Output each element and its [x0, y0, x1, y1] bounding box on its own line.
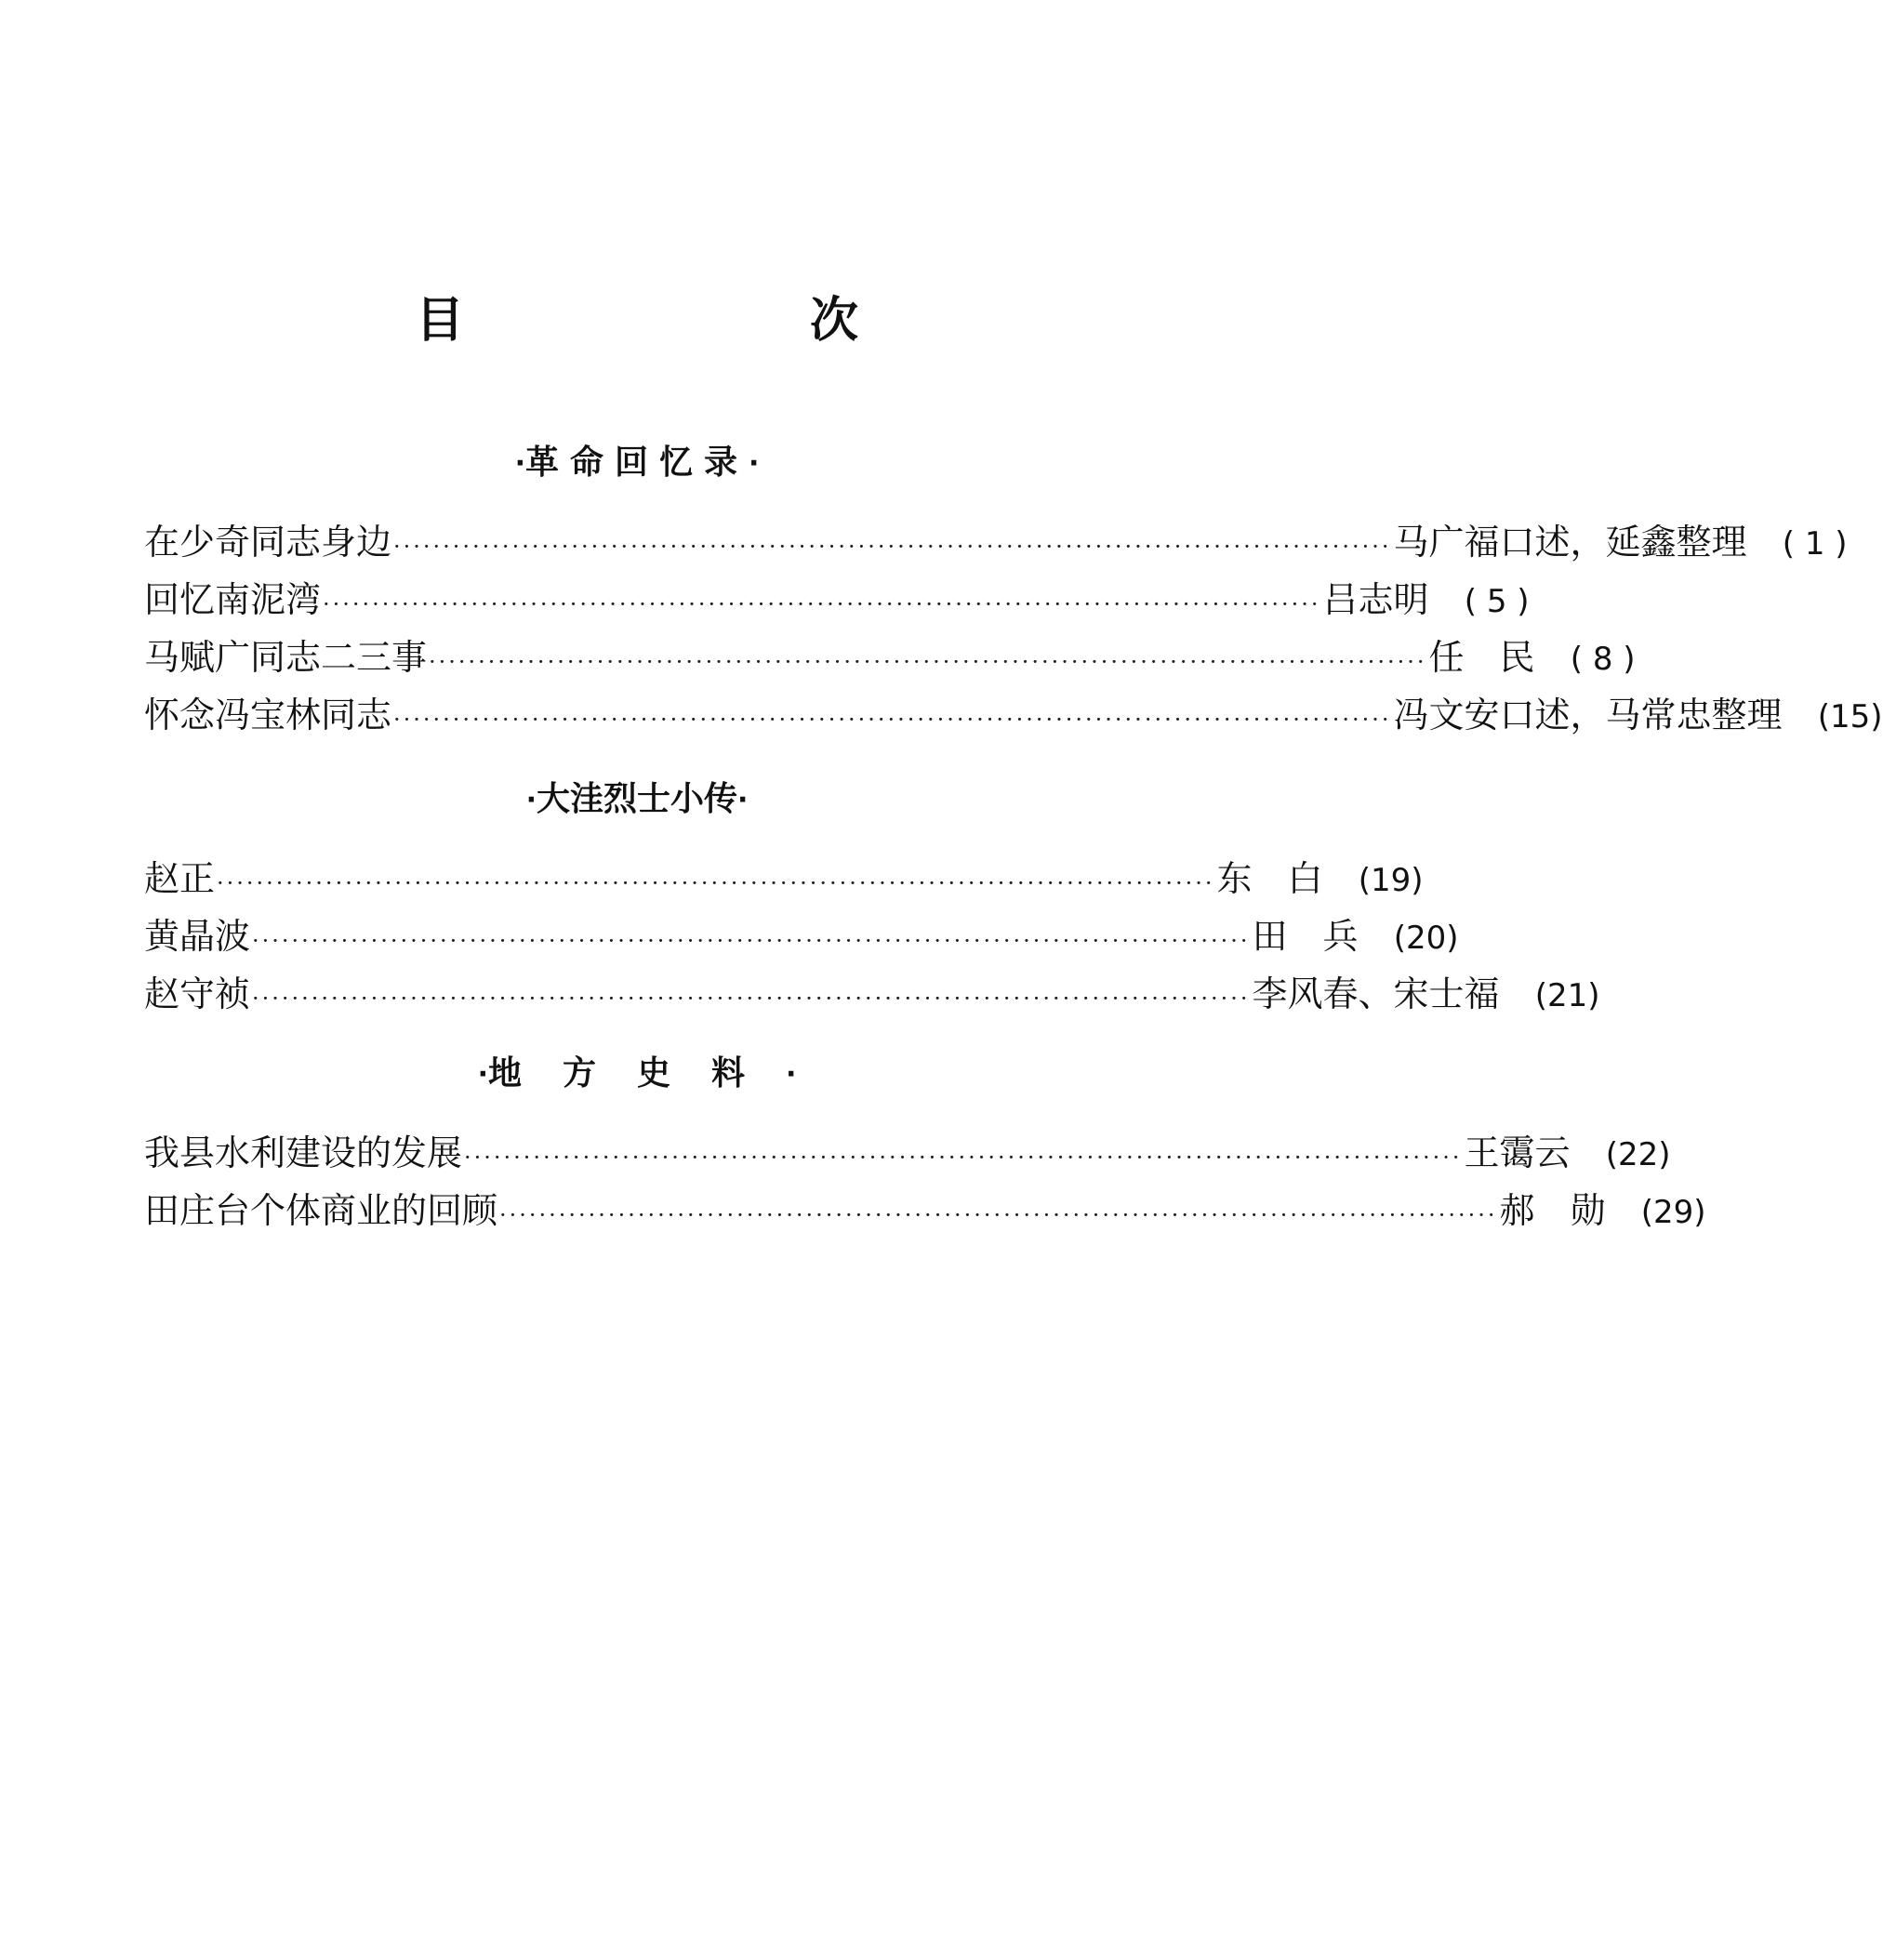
dot-leader: ····································································································· [429, 649, 1427, 675]
toc-entry[interactable] [144, 907, 1459, 965]
entry-author: 吕志明 [1322, 579, 1429, 620]
toc-entry[interactable] [144, 571, 1530, 629]
bullet-dot: · [525, 784, 537, 816]
dot-leader: ····································································································· [323, 591, 1321, 617]
entry-title: 赵守祯 [144, 973, 251, 1014]
toc-entry[interactable] [144, 686, 1883, 744]
entry-page-number: (19) [1358, 862, 1424, 899]
dot-leader: ····································································································· [499, 1202, 1498, 1228]
entry-title: 在少奇同志身边 [144, 522, 392, 563]
entry-page-number: (20) [1393, 920, 1459, 957]
toc-entry[interactable] [144, 850, 1424, 907]
entry-title: 回忆南泥湾 [144, 579, 322, 620]
entry-author: 东白 [1216, 858, 1359, 899]
entry-page-number: (29) [1640, 1194, 1706, 1231]
entry-author: 李风春、宋士福 [1252, 973, 1500, 1014]
dot-leader: ····································································································· [252, 928, 1251, 954]
bullet-dot: · [737, 784, 749, 816]
toc-entry[interactable] [144, 965, 1600, 1023]
section-heading [144, 772, 1130, 828]
toc-section-local-history [144, 1046, 1706, 1239]
section-heading-text: 大洼烈士小传 [536, 780, 737, 818]
page-title: 目 次 [415, 293, 1007, 349]
toc-section-revolution-memoirs [144, 435, 1883, 744]
dot-leader: ····································································································· [393, 534, 1392, 560]
toc-entry[interactable] [144, 1182, 1706, 1239]
toc-section-martyrs-biographies [144, 772, 1600, 1023]
entry-page-number: (15) [1817, 698, 1883, 735]
entry-title: 黄晶波 [144, 916, 251, 957]
entry-author: 马广福口述，延鑫整理 [1393, 522, 1747, 563]
entry-page-number: ( 1 ) [1782, 525, 1848, 563]
dot-leader: ····································································································· [393, 707, 1392, 733]
section-heading [144, 435, 1130, 491]
entry-author: 冯文安口述，马常忠整理 [1393, 695, 1783, 735]
dot-leader: ····································································································· [464, 1145, 1463, 1171]
entry-author: 任民 [1428, 637, 1571, 678]
entry-author: 田兵 [1252, 916, 1394, 957]
toc-entry[interactable] [144, 1124, 1671, 1182]
entry-page-number: ( 8 ) [1570, 641, 1636, 678]
entry-title: 马赋广同志二三事 [144, 637, 428, 678]
bullet-dot: · [477, 1058, 488, 1091]
toc-entry[interactable] [144, 513, 1848, 571]
entry-title: 田庄台个体商业的回顾 [144, 1190, 498, 1231]
section-heading [144, 1046, 1130, 1102]
entry-page-number: (21) [1534, 977, 1600, 1014]
entry-title: 赵正 [144, 858, 216, 899]
section-heading-text: 地方史料 [487, 1054, 786, 1093]
section-heading-text: 革命回忆录 [524, 444, 749, 482]
entry-page-number: ( 5 ) [1464, 583, 1530, 620]
dot-leader: ····································································································· [217, 870, 1215, 896]
dot-leader: ····································································································· [252, 986, 1251, 1012]
entry-author: 王霭云 [1464, 1132, 1571, 1173]
entry-title: 怀念冯宝林同志 [144, 695, 392, 735]
entry-author: 郝勋 [1499, 1190, 1641, 1231]
bullet-dot: · [749, 447, 760, 480]
entry-title: 我县水利建设的发展 [144, 1132, 463, 1173]
bullet-dot: · [514, 447, 525, 480]
bullet-dot: · [786, 1058, 797, 1091]
entry-page-number: (22) [1605, 1136, 1671, 1173]
toc-entry[interactable] [144, 629, 1636, 686]
